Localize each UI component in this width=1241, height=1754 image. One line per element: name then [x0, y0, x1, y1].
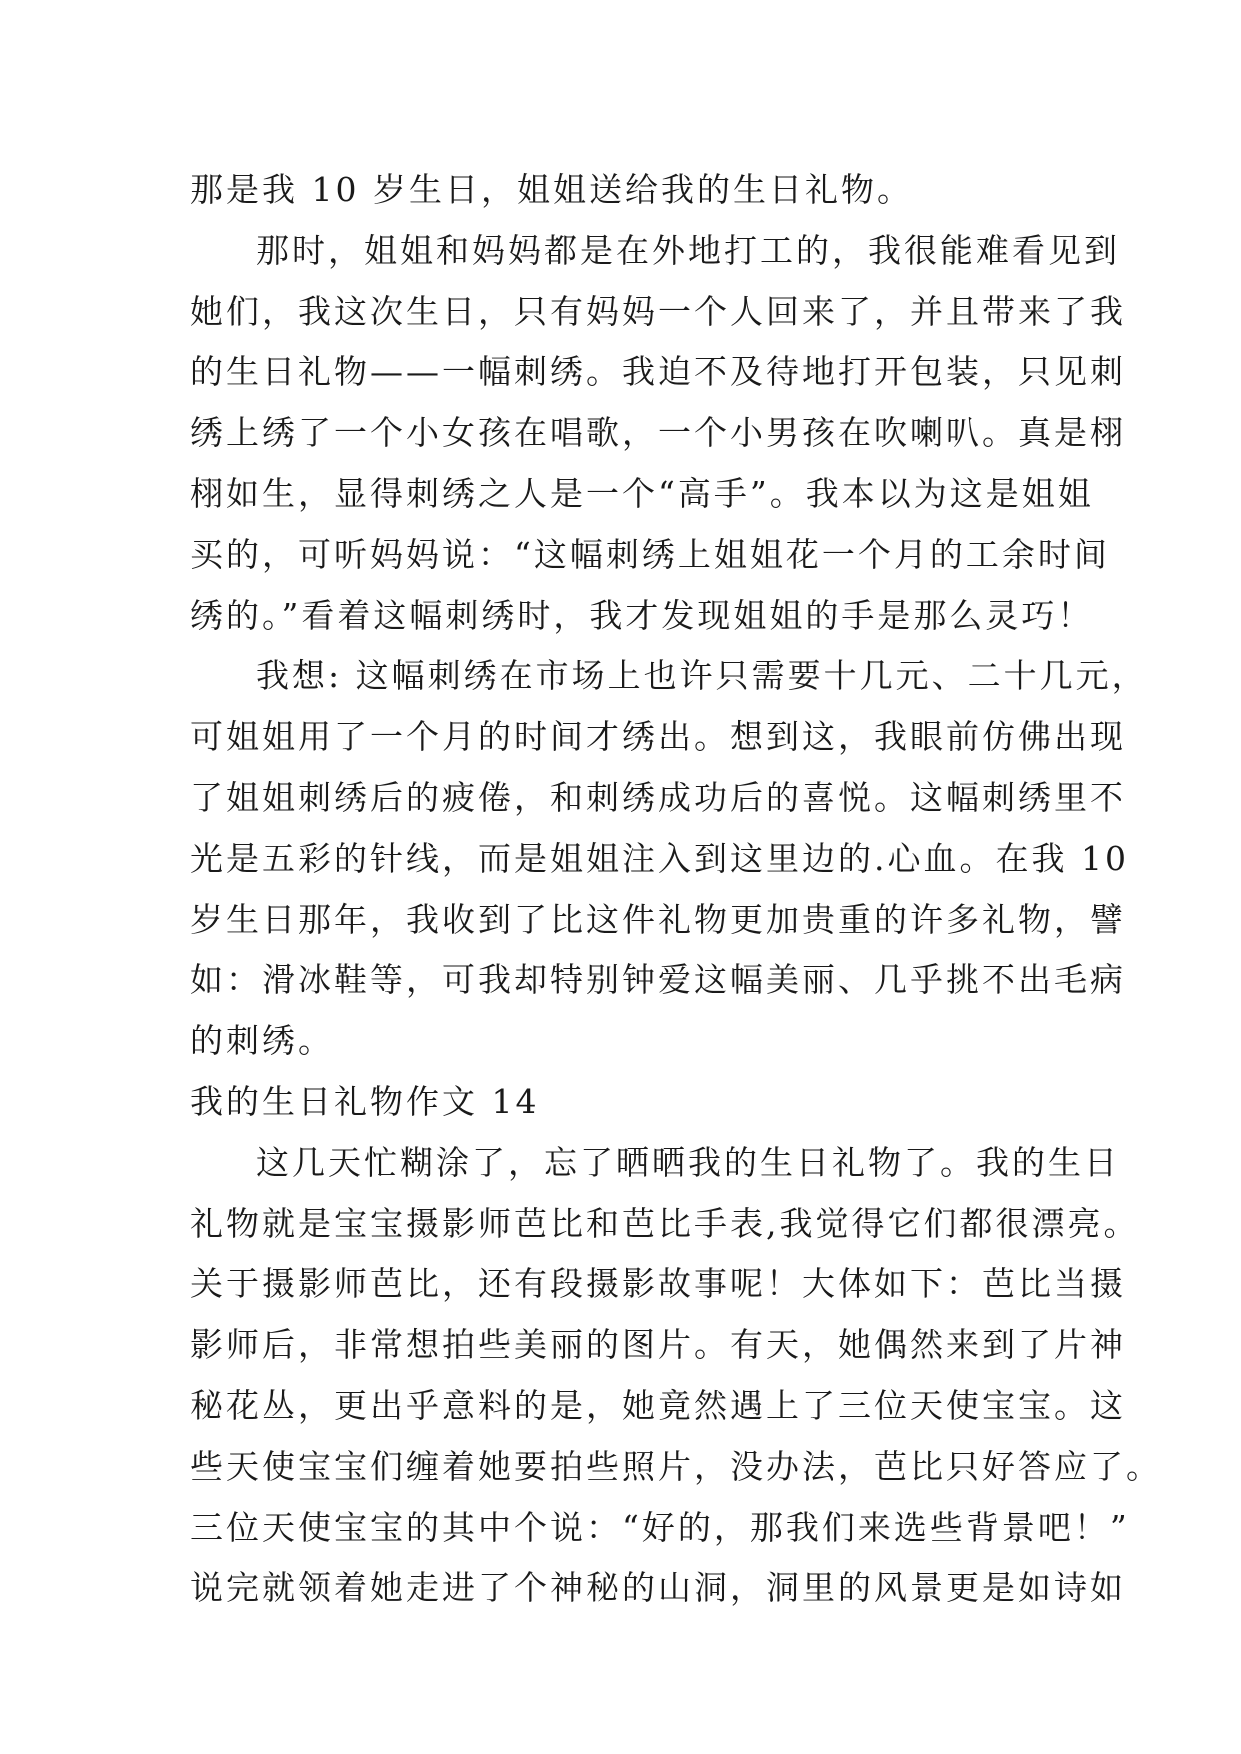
- text-line: 栩如生，显得刺绣之人是一个“高手”。我本以为这是姐姐: [190, 473, 1094, 513]
- text-line: 的刺绣。: [190, 1021, 334, 1061]
- text-line: 如：滑冰鞋等，可我却特别钟爱这幅美丽、几乎挑不出毛病: [190, 960, 1126, 1000]
- text-line: 绣上绣了一个小女孩在唱歌，一个小男孩在吹喇叭。真是栩: [190, 413, 1126, 453]
- text-line: 我想: 这幅刺绣在市场上也许只需要十几元、二十几元，: [256, 656, 1148, 696]
- document-body: [190, 160, 1162, 1619]
- text-line: 说完就领着她走进了个神秘的山洞，洞里的风景更是如诗如: [190, 1568, 1126, 1608]
- text-line: 光是五彩的针线，而是姐姐注入到这里边的.心血。在我 10: [190, 838, 1129, 878]
- text-line: 了姐姐刺绣后的疲倦，和刺绣成功后的喜悦。这幅刺绣里不: [190, 777, 1126, 817]
- section-title: 我的生日礼物作文 14: [190, 1081, 540, 1121]
- text-line: 岁生日那年，我收到了比这件礼物更加贵重的许多礼物，譬: [190, 899, 1126, 939]
- text-line: 可姐姐用了一个月的时间才绣出。想到这，我眼前仿佛出现: [190, 717, 1126, 757]
- text-line: 的生日礼物——一幅刺绣。我迫不及待地打开包装，只见刺: [190, 352, 1126, 392]
- text-line: 这几天忙糊涂了，忘了晒晒我的生日礼物了。我的生日: [256, 1142, 1120, 1182]
- text-line: 关于摄影师芭比，还有段摄影故事呢！大体如下：芭比当摄: [190, 1264, 1126, 1304]
- text-line: 影师后，非常想拍些美丽的图片。有天，她偶然来到了片神: [190, 1325, 1126, 1365]
- text-line: 秘花丛，更出乎意料的是，她竟然遇上了三位天使宝宝。这: [190, 1385, 1126, 1425]
- text-line: 买的，可听妈妈说：“这幅刺绣上姐姐花一个月的工余时间: [190, 534, 1110, 574]
- text-line: 绣的。”看着这幅刺绣时，我才发现姐姐的手是那么灵巧！: [190, 595, 1094, 635]
- text-line: 那是我 10 岁生日，姐姐送给我的生日礼物。: [190, 170, 913, 209]
- text-line: 些天使宝宝们缠着她要拍些照片，没办法，芭比只好答应了。: [190, 1446, 1162, 1486]
- text-line: 三位天使宝宝的其中个说：“好的，那我们来选些背景吧！”: [190, 1507, 1130, 1547]
- text-line: 那时，姐姐和妈妈都是在外地打工的，我很能难看见到: [256, 230, 1120, 270]
- text-line: 礼物就是宝宝摄影师芭比和芭比手表,我觉得它们都很漂亮。: [190, 1203, 1140, 1243]
- text-line: 她们，我这次生日，只有妈妈一个人回来了，并且带来了我: [190, 291, 1126, 331]
